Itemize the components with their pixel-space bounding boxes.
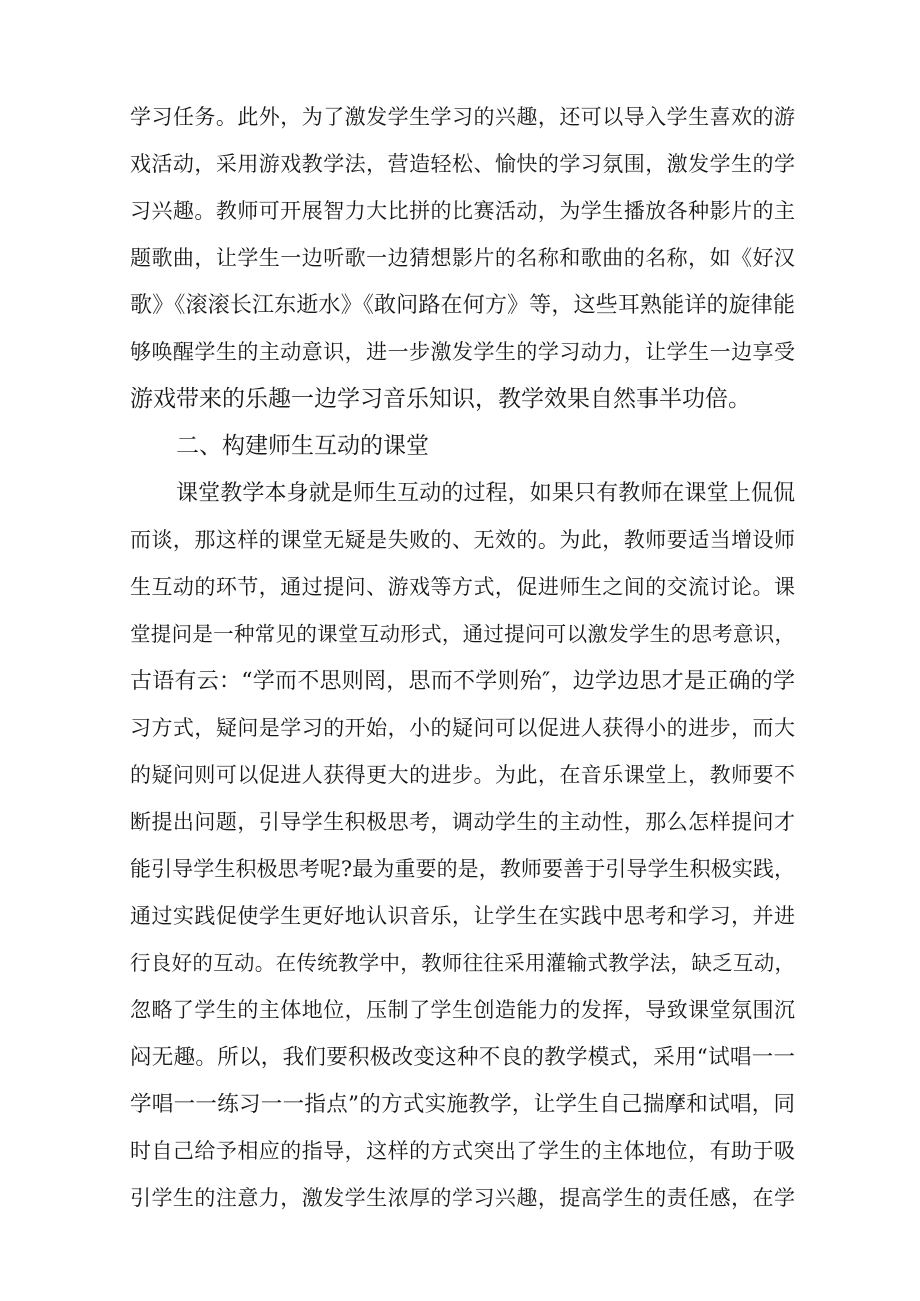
text-line: 堂提问是一种常见的课堂互动形式，通过提问可以激发学生的思考意识， — [130, 622, 795, 646]
section-heading: 二、构建师生互动的课堂 — [176, 433, 429, 459]
text-line: 生互动的环节，通过提问、游戏等方式，促进师生之间的交流讨论。课 — [130, 575, 795, 599]
text-line: 题歌曲，让学生一边听歌一边猜想影片的名称和歌曲的名称，如《好汉 — [130, 246, 795, 270]
text-line: 通过实践促使学生更好地认识音乐，让学生在实践中思考和学习，并进 — [130, 904, 795, 928]
text-line: 引学生的注意力，激发学生浓厚的学习兴趣，提高学生的责任感，在学 — [130, 1186, 795, 1210]
text-line: 能引导学生积极思考呢?最为重要的是，教师要善于引导学生积极实践， — [130, 857, 795, 881]
paragraph-1 — [130, 94, 795, 423]
document-body — [130, 94, 795, 1222]
text-line: 学习任务。此外，为了激发学生学习的兴趣，还可以导入学生喜欢的游 — [130, 105, 795, 129]
text-line: 游戏带来的乐趣一边学习音乐知识，教学效果自然事半功倍。 — [130, 386, 751, 412]
text-line: 歌》《滚滚长江东逝水》《敢问路在何方》等，这些耳熟能详的旋律能 — [130, 293, 795, 318]
text-line: 古语有云：“学而不思则罔，思而不学则殆″，边学边思才是正确的学 — [130, 669, 795, 694]
text-line: 时自己给予相应的指导，这样的方式突出了学生的主体地位，有助于吸 — [130, 1139, 795, 1163]
text-line: 习方式，疑问是学习的开始，小的疑问可以促进人获得小的进步，而大 — [130, 716, 795, 740]
text-line: 习兴趣。教师可开展智力大比拼的比赛活动，为学生播放各种影片的主 — [130, 199, 795, 223]
text-line: 闷无趣。所以，我们要积极改变这种不良的教学模式，采用“试唱一一 — [130, 1045, 795, 1070]
text-line: 而谈，那这样的课堂无疑是失败的、无效的。为此，教师要适当增设师 — [130, 528, 795, 552]
text-line: 忽略了学生的主体地位，压制了学生创造能力的发挥，导致课堂氛围沉 — [130, 998, 795, 1022]
text-line: 课堂教学本身就是师生互动的过程，如果只有教师在课堂上侃侃 — [176, 481, 795, 506]
paragraph-2 — [130, 470, 795, 1222]
text-line: 戏活动，采用游戏教学法，营造轻松、愉快的学习氛围，激发学生的学 — [130, 152, 795, 176]
text-line: 断提出问题，引导学生积极思考，调动学生的主动性，那么怎样提问才 — [130, 810, 795, 834]
text-line: 行良好的互动。在传统教学中，教师往往采用灌输式教学法，缺乏互动， — [130, 951, 795, 975]
text-line: 够唤醒学生的主动意识，进一步激发学生的学习动力，让学生一边享受 — [130, 340, 795, 364]
text-line: 学唱一一练习一一指点”的方式实施教学，让学生自己揣摩和试唱，同 — [130, 1092, 795, 1117]
text-line: 的疑问则可以促进人获得更大的进步。为此，在音乐课堂上，教师要不 — [130, 763, 795, 787]
